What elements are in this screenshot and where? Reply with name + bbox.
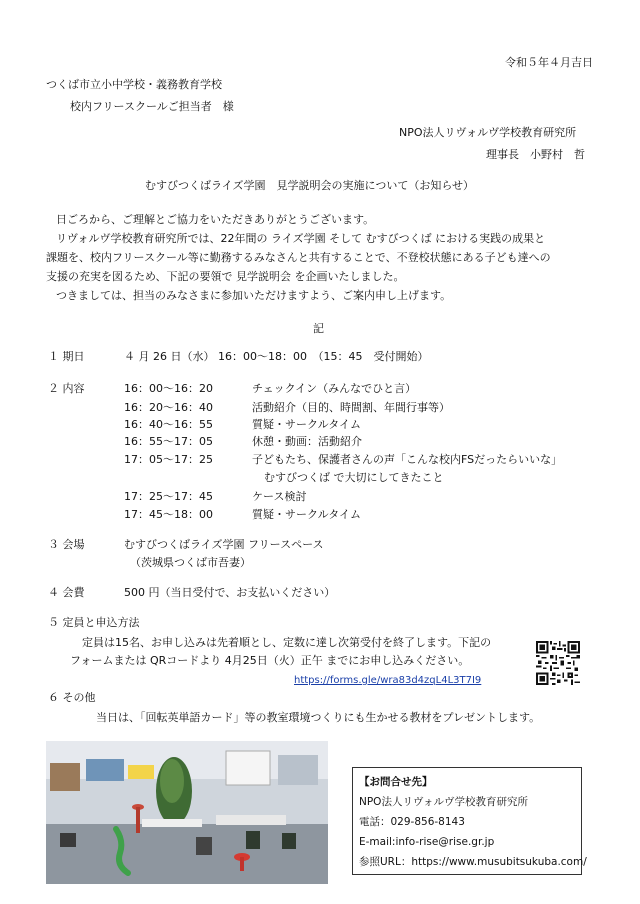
schedule-activity: むすびつくば で大切にしてきたこと xyxy=(264,471,444,484)
schedule-activity: 活動紹介（目的、時間割、年間行事等） xyxy=(252,401,450,414)
schedule-time: 16：00～16：20 xyxy=(124,382,213,395)
body-line-4: 支援の充実を図るため、下記の要領で 見学説明会 を企画いたしました。 xyxy=(46,270,405,283)
date: 令和５年４月吉日 xyxy=(505,56,593,69)
section-1-label: １ 期日 xyxy=(48,350,85,363)
sender-org: NPO法人リヴォルヴ学校教育研究所 xyxy=(399,126,577,139)
application-form-link[interactable]: https://forms.gle/wra83d4zqL4L3T7I9 xyxy=(294,675,482,686)
schedule-time: 17：25～17：45 xyxy=(124,490,213,503)
recipient-line-1: つくば市立小中学校・義務教育学校 xyxy=(46,78,222,91)
venue-name: むすびつくばライズ学園 フリースペース xyxy=(124,538,324,551)
other-content: 当日は、「回転英単語カード」等の教室環境つくりにも生かせる教材をプレゼントします。 xyxy=(96,711,541,724)
contact-org: NPO法人リヴォルヴ学校教育研究所 xyxy=(359,796,529,808)
schedule-activity: チェックイン（みんなでひと言） xyxy=(252,382,417,395)
schedule-activity: ケース検討 xyxy=(252,490,307,503)
section-3-label: ３ 会場 xyxy=(48,538,85,551)
contact-website[interactable]: 参照URL：https://www.musubitsukuba.com/ xyxy=(359,856,587,868)
schedule-activity: 子どもたち、保護者さんの声「こんな校内FSだったらいいな」 xyxy=(252,453,563,466)
schedule-time: 17：45～18：00 xyxy=(124,508,213,521)
contact-phone: 電話：029-856-8143 xyxy=(359,816,465,828)
schedule-activity: 質疑・サークルタイム xyxy=(252,508,362,521)
body-line-5: つきましては、担当のみなさまに参加いただけますよう、ご案内申し上げます。 xyxy=(56,289,452,302)
capacity-line-1: 定員は15名、お申し込みは先着順とし、定数に達し次第受付を終了します。下記の xyxy=(82,636,492,649)
section-5-label: ５ 定員と申込方法 xyxy=(48,616,140,629)
contact-email[interactable]: E-mail:info-rise@rise.gr.jp xyxy=(359,836,495,848)
body-line-1: 日ごろから、ご理解とご協力をいただきありがとうございます。 xyxy=(56,213,375,226)
classroom-photo xyxy=(46,741,328,884)
venue-address: （茨城県つくば市吾妻） xyxy=(130,556,251,569)
schedule-time: 16：40～16：55 xyxy=(124,418,213,431)
contact-title: 【お問合せ先】 xyxy=(359,776,433,788)
body-line-3: 課題を、校内フリースクール等に勤務するみなさんと共有することで、不登校状態にある子ども達への xyxy=(46,251,551,264)
schedule-time: 16：20～16：40 xyxy=(124,401,213,414)
section-1-content: ４ 月 26 日（水） 16：00～18：00 （15：45 受付開始） xyxy=(124,350,429,363)
recipient-line-2: 校内フリースクールご担当者 様 xyxy=(70,100,234,113)
qr-code-icon xyxy=(536,641,580,685)
ki-heading: 記 xyxy=(313,322,324,335)
document-title: むすびつくばライズ学園 見学説明会の実施について（お知らせ） xyxy=(145,179,475,192)
contact-box xyxy=(352,767,587,875)
section-2-label: ２ 内容 xyxy=(48,382,85,395)
section-4-label: ４ 会費 xyxy=(48,586,85,599)
sender-person: 理事長 小野村 哲 xyxy=(486,148,585,161)
schedule-activity: 休憩・動画：活動紹介 xyxy=(252,435,362,448)
schedule-time: 16：55～17：05 xyxy=(124,435,213,448)
capacity-line-2: フォームまたは QRコードより 4月25日（火）正午 までにお申し込みください。 xyxy=(70,654,470,667)
classroom-photo-illustration xyxy=(46,741,328,884)
fee-content: 500 円（当日受付で、お支払いください） xyxy=(124,586,336,599)
schedule-activity: 質疑・サークルタイム xyxy=(252,418,362,431)
section-6-label: ６ その他 xyxy=(48,691,96,704)
body-line-2: リヴォルヴ学校教育研究所では、22年間の ライズ学園 そして むすびつくば における実践の成果と xyxy=(56,232,546,245)
schedule-time: 17：05～17：25 xyxy=(124,453,213,466)
